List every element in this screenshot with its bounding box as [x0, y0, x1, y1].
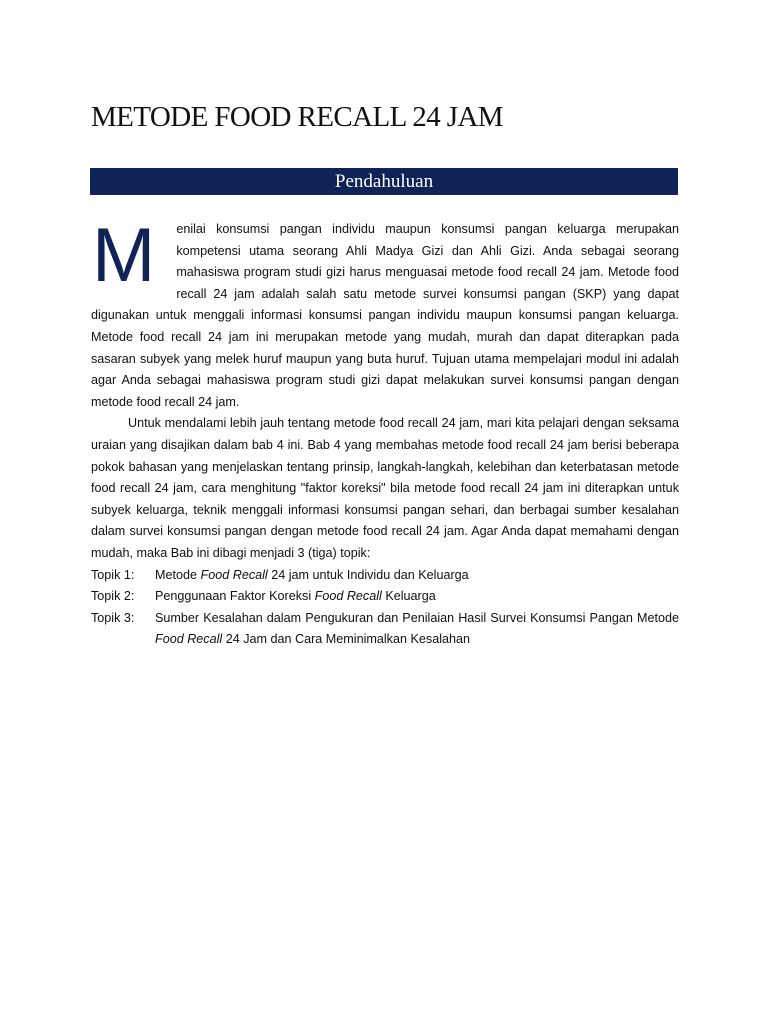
intro-paragraph-1: [91, 213, 679, 413]
document-title: METODE FOOD RECALL 24 JAM: [91, 101, 503, 133]
topic-label: Topik 2:: [91, 589, 135, 604]
topic-description: [155, 565, 679, 587]
topic-list: [91, 565, 679, 651]
section-heading-bar: [90, 168, 678, 195]
topic-description: [155, 586, 679, 608]
topic-italic-term: Food Recall: [200, 567, 268, 582]
topic-label: Topik 3:: [91, 610, 135, 625]
topic-item-3: [91, 608, 679, 651]
topic-text: Sumber Kesalahan dalam Pengukuran dan Penilaian Hasil Survei Konsumsi Pangan Metode: [155, 610, 679, 625]
topic-text: 24 jam untuk Individu dan Keluarga: [267, 567, 469, 582]
drop-cap-letter: M: [92, 213, 156, 298]
body-text: [91, 213, 679, 651]
topic-text: Penggunaan Faktor Koreksi: [155, 589, 315, 604]
topic-text: Metode: [155, 567, 201, 582]
topic-italic-term: Food Recall: [155, 632, 223, 647]
topic-label: Topik 1:: [91, 567, 135, 582]
topic-italic-term: Food Recall: [314, 589, 382, 604]
topic-text: 24 Jam dan Cara Meminimalkan Kesalahan: [222, 632, 471, 647]
topic-item-1: [91, 565, 679, 587]
topic-item-2: [91, 586, 679, 608]
intro-paragraph-2: Untuk mendalami lebih jauh tentang metode food recall 24 jam, mari kita pelajari dengan seksama uraian yang disajikan dalam bab 4 ini. Bab 4 yang membahas metode food recall 24 jam berisi beberapa pokok bahasan yang menjelaskan tentang prinsip, langkah-langkah, kelebihan dan keterbatasan metode food recall 24 jam, cara menghitung "faktor koreksi" bila metode food recall 24 jam ini diterapkan untuk subyek keluarga, teknik menggali informasi konsumsi pangan sehari, dan berbagai sumber kesalahan dalam survei konsumsi pangan dengan metode food recall 24 jam. Agar Anda dapat memahami dengan mudah, maka Bab ini dibagi menjadi 3 (tiga) topik:: [91, 416, 679, 560]
intro-paragraph-1-text: enilai konsumsi pangan individu maupun konsumsi pangan keluarga merupakan kompetensi utama seorang Ahli Madya Gizi dan Ahli Gizi. Anda sebagai seorang mahasiswa program studi gizi harus menguasai metode food recall 24 jam. Metode food recall 24 jam adalah salah satu metode survei konsumsi pangan (SKP) yang dapat digunakan untuk menggali informasi konsumsi pangan individu maupun konsumsi pangan keluarga. Metode food recall 24 jam ini merupakan metode yang mudah, murah dan dapat diterapkan pada sasaran subyek yang melek huruf maupun yang buta huruf. Tujuan utama mempelajari modul ini adalah agar Anda sebagai mahasiswa program studi gizi dapat melakukan survei konsumsi pangan dengan metode food recall 24 jam.: [91, 222, 679, 409]
topic-description: [155, 608, 679, 651]
topic-text: Keluarga: [381, 589, 436, 604]
section-heading-label: Pendahuluan: [334, 171, 434, 192]
